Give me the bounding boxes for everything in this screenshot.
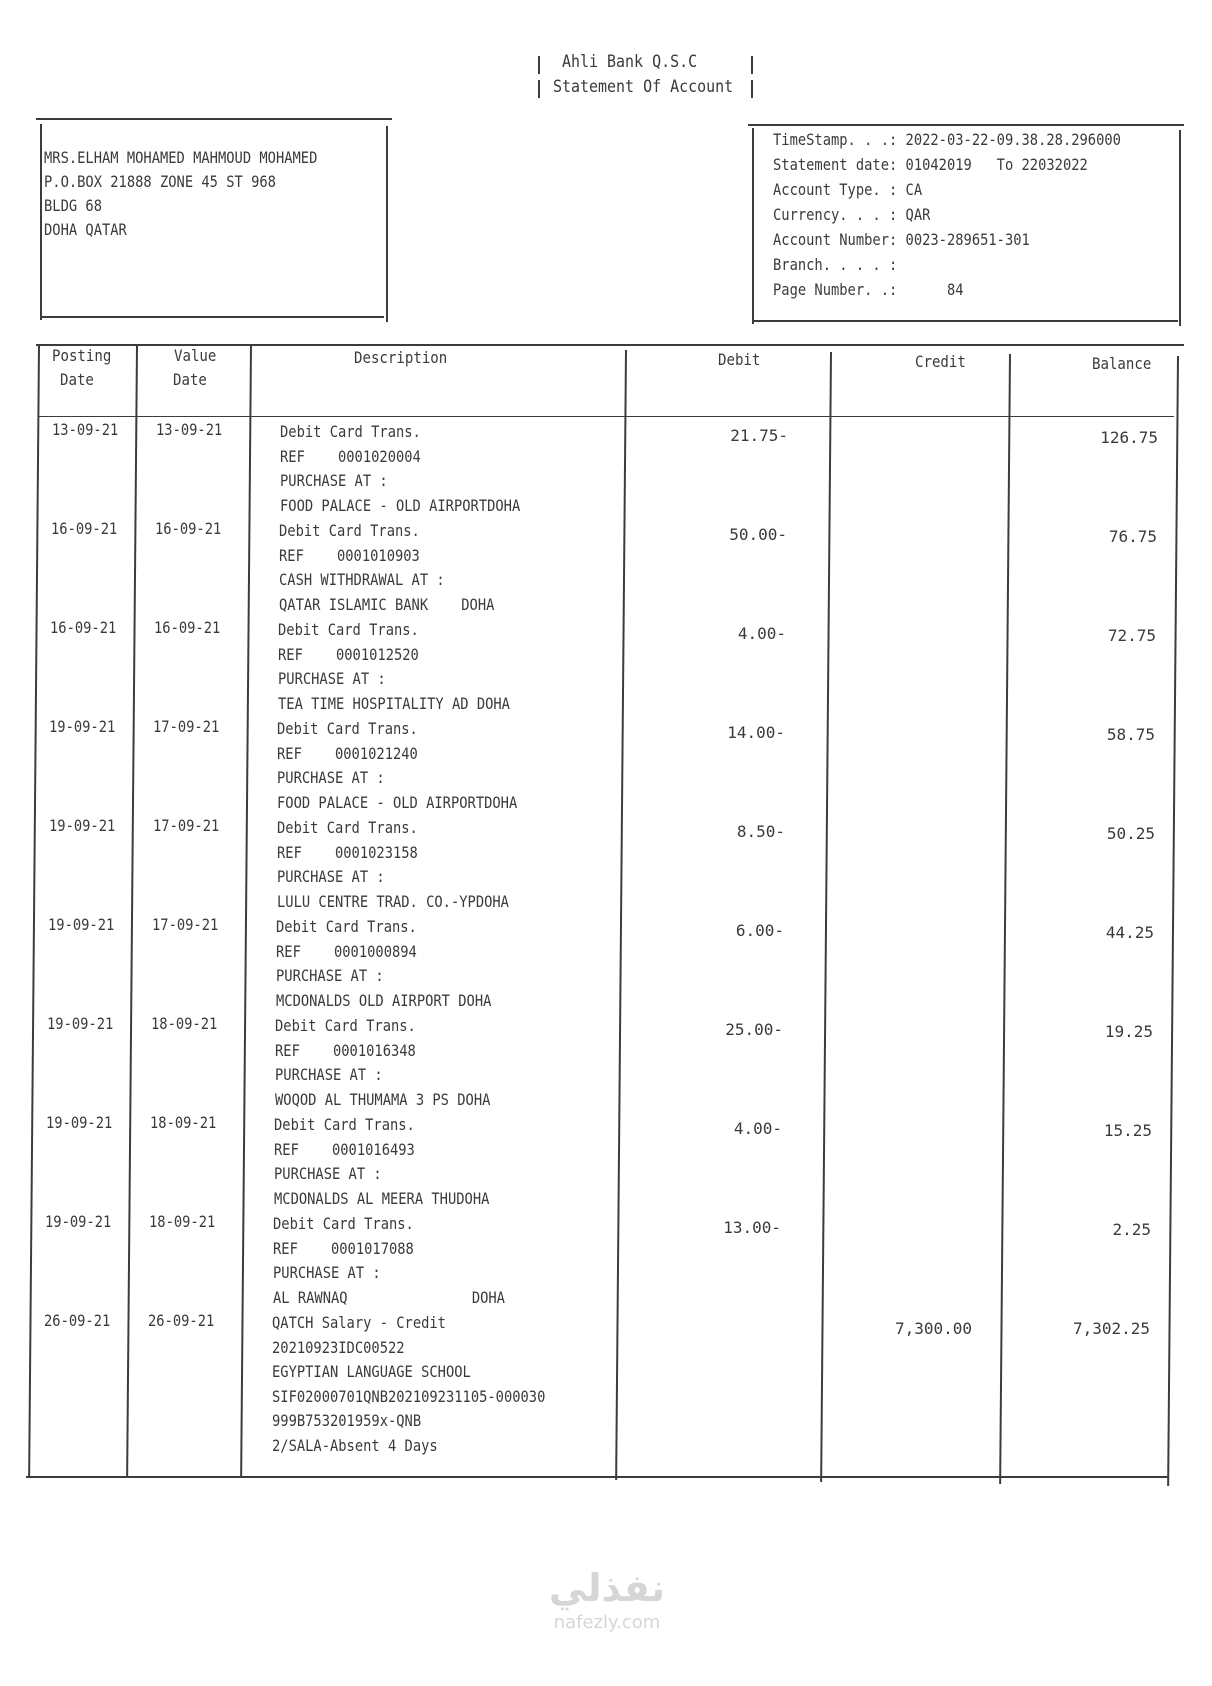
description-line: 999B753201959x-QNB — [272, 1411, 422, 1431]
posting-date: 16-09-21 — [50, 618, 117, 637]
transaction-description — [277, 816, 509, 914]
branch: Branch. . . . : — [773, 255, 898, 274]
debit-amount: 6.00- — [735, 921, 784, 940]
debit-amount: 8.50- — [736, 822, 785, 841]
description-line: REF 0001012520 — [278, 644, 419, 664]
description-line: PURCHASE AT : — [275, 1065, 383, 1085]
description-line: Debit Card Trans. — [277, 818, 418, 837]
col-value-1: Value — [174, 346, 217, 365]
debit-amount: 13.00- — [723, 1218, 781, 1237]
watermark — [532, 1566, 682, 1633]
balance-amount: 7,302.25 — [1072, 1319, 1150, 1338]
value-date: 17-09-21 — [152, 915, 219, 934]
account-type: Account Type. : CA — [773, 180, 923, 199]
description-line: Debit Card Trans. — [279, 521, 420, 540]
balance-amount: 15.25 — [1103, 1121, 1152, 1140]
value-date: 17-09-21 — [153, 717, 220, 736]
description-line: REF 0001017088 — [273, 1238, 414, 1258]
description-line: PURCHASE AT : — [277, 867, 385, 887]
posting-date: 16-09-21 — [51, 519, 118, 538]
account-number: Account Number: 0023-289651-301 — [773, 230, 1030, 249]
posting-date: 26-09-21 — [44, 1311, 111, 1330]
description-line: MCDONALDS OLD AIRPORT DOHA — [276, 990, 492, 1010]
balance-amount: 19.25 — [1104, 1022, 1153, 1041]
description-line: PURCHASE AT : — [273, 1263, 381, 1283]
description-line: Debit Card Trans. — [276, 917, 417, 936]
bank-name: Ahli Bank Q.S.C — [562, 52, 698, 72]
transaction-row — [0, 618, 1212, 717]
value-date: 18-09-21 — [149, 1212, 216, 1231]
description-line: MCDONALDS AL MEERA THUDOHA — [274, 1188, 490, 1208]
description-line: Debit Card Trans. — [280, 422, 421, 441]
transaction-row — [0, 519, 1212, 618]
transaction-description — [274, 1113, 489, 1211]
col-debit: Debit — [718, 350, 761, 369]
posting-date: 19-09-21 — [47, 1014, 114, 1033]
timestamp: TimeStamp. . .: 2022-03-22-09.38.28.296000 — [773, 130, 1121, 149]
posting-date: 19-09-21 — [49, 717, 116, 736]
balance-amount: 76.75 — [1108, 527, 1157, 546]
transaction-description — [277, 717, 517, 815]
transaction-row — [0, 915, 1212, 1014]
col-posting-2: Date — [60, 370, 94, 389]
value-date: 26-09-21 — [148, 1311, 215, 1330]
posting-date: 19-09-21 — [46, 1113, 113, 1132]
description-line: PURCHASE AT : — [276, 966, 384, 986]
value-date: 16-09-21 — [155, 519, 222, 538]
description-line: Debit Card Trans. — [278, 620, 419, 639]
transaction-description — [276, 915, 491, 1013]
transaction-row — [0, 1014, 1212, 1113]
currency: Currency. . . : QAR — [773, 205, 931, 224]
value-date: 18-09-21 — [151, 1014, 218, 1033]
col-posting-1: Posting — [52, 346, 112, 365]
value-date: 17-09-21 — [153, 816, 220, 835]
balance-amount: 126.75 — [1100, 428, 1158, 447]
posting-date: 19-09-21 — [45, 1212, 112, 1231]
description-line: REF 0001010903 — [279, 545, 420, 565]
debit-amount: 4.00- — [737, 624, 786, 643]
balance-amount: 72.75 — [1107, 626, 1156, 645]
balance-amount: 58.75 — [1106, 725, 1155, 744]
balance-amount: 50.25 — [1106, 824, 1155, 843]
value-date: 13-09-21 — [156, 420, 223, 439]
page-number: Page Number. .: 84 — [773, 280, 964, 299]
description-line: REF 0001021240 — [277, 743, 418, 763]
transaction-description — [278, 618, 510, 716]
description-line: FOOD PALACE - OLD AIRPORTDOHA — [277, 792, 518, 812]
transaction-row — [0, 1113, 1212, 1212]
description-line: PURCHASE AT : — [280, 471, 388, 491]
transaction-row — [0, 816, 1212, 915]
description-line: EGYPTIAN LANGUAGE SCHOOL — [272, 1362, 471, 1382]
value-date: 16-09-21 — [154, 618, 221, 637]
col-credit: Credit — [915, 352, 966, 371]
description-line: PURCHASE AT : — [274, 1164, 382, 1184]
statement-title: Statement Of Account — [553, 77, 734, 97]
debit-amount: 50.00- — [729, 525, 787, 544]
description-line: REF 0001016493 — [274, 1139, 415, 1159]
address-line-pobox: P.O.BOX 21888 ZONE 45 ST 968 — [44, 172, 276, 191]
description-line: PURCHASE AT : — [278, 669, 386, 689]
description-line: Debit Card Trans. — [274, 1115, 415, 1134]
transaction-row — [0, 1311, 1212, 1455]
address-line-name: MRS.ELHAM MOHAMED MAHMOUD MOHAMED — [44, 148, 318, 167]
address-line-building: BLDG 68 — [44, 196, 102, 215]
watermark-arabic: نفذلي — [548, 1566, 666, 1610]
transaction-row — [0, 420, 1212, 519]
debit-amount: 14.00- — [727, 723, 785, 742]
description-line: WOQOD AL THUMAMA 3 PS DOHA — [275, 1089, 491, 1109]
debit-amount: 21.75- — [730, 426, 788, 445]
balance-amount: 44.25 — [1105, 923, 1154, 942]
transaction-row — [0, 717, 1212, 816]
description-line: Debit Card Trans. — [275, 1016, 416, 1035]
description-line: REF 0001020004 — [280, 446, 421, 466]
balance-amount: 2.25 — [1112, 1220, 1151, 1239]
credit-amount: 7,300.00 — [894, 1319, 972, 1338]
posting-date: 19-09-21 — [49, 816, 116, 835]
description-line: PURCHASE AT : — [277, 768, 385, 788]
description-line: Debit Card Trans. — [273, 1214, 414, 1233]
description-line: AL RAWNAQ DOHA — [273, 1287, 505, 1307]
posting-date: 19-09-21 — [48, 915, 115, 934]
description-line: TEA TIME HOSPITALITY AD DOHA — [278, 693, 510, 713]
description-line: SIF02000701QNB202109231105-000030 — [272, 1386, 546, 1406]
col-balance: Balance — [1092, 354, 1152, 373]
description-line: 2/SALA-Absent 4 Days — [272, 1435, 438, 1455]
transaction-description — [275, 1014, 490, 1112]
description-line: CASH WITHDRAWAL AT : — [279, 570, 445, 590]
watermark-latin: nafezly.com — [553, 1612, 661, 1633]
statement-date: Statement date: 01042019 To 22032022 — [773, 155, 1088, 174]
description-line: QATCH Salary - Credit — [272, 1313, 446, 1332]
posting-date: 13-09-21 — [52, 420, 119, 439]
description-line: QATAR ISLAMIC BANK DOHA — [279, 594, 495, 614]
description-line: REF 0001023158 — [277, 842, 418, 862]
value-date: 18-09-21 — [150, 1113, 217, 1132]
debit-amount: 25.00- — [725, 1020, 783, 1039]
description-line: REF 0001016348 — [275, 1040, 416, 1060]
description-line: Debit Card Trans. — [277, 719, 418, 738]
transaction-row — [0, 1212, 1212, 1311]
col-value-2: Date — [173, 370, 207, 389]
transaction-description — [273, 1212, 505, 1310]
address-line-city: DOHA QATAR — [44, 220, 127, 239]
description-line: 20210923IDC00522 — [272, 1337, 405, 1357]
description-line: LULU CENTRE TRAD. CO.-YPDOHA — [277, 891, 509, 911]
debit-amount: 4.00- — [733, 1119, 782, 1138]
transaction-description — [280, 420, 520, 518]
transaction-description — [279, 519, 494, 617]
transaction-description — [272, 1311, 545, 1459]
description-line: REF 0001000894 — [276, 941, 417, 961]
col-description: Description — [354, 348, 448, 367]
description-line: FOOD PALACE - OLD AIRPORTDOHA — [280, 495, 521, 515]
